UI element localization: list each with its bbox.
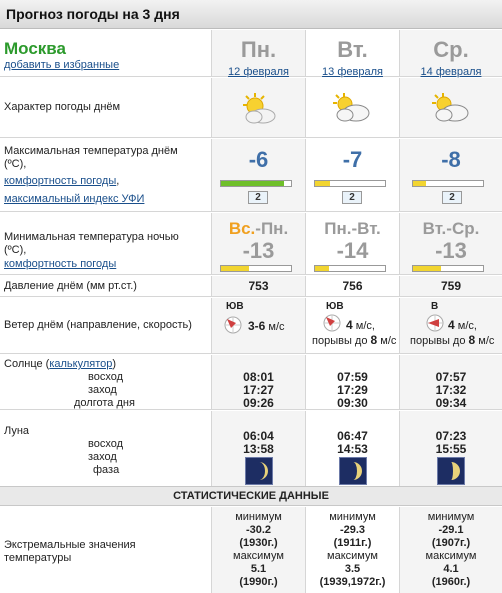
extremes-label: Экстремальные значения температуры bbox=[4, 539, 136, 564]
max-temp-value: -8 bbox=[441, 147, 461, 172]
sunrise-time: 08:01 bbox=[243, 370, 274, 384]
stat-min-label: минимум bbox=[235, 511, 282, 523]
wind-gust: порывы до 8 м/с bbox=[312, 333, 397, 347]
stat-min-year: (1907г.) bbox=[431, 537, 471, 549]
phase-label: фаза bbox=[93, 464, 120, 476]
wind-direction: ЮВ bbox=[226, 301, 244, 312]
min-temp-value: -13 bbox=[435, 238, 467, 263]
sun-cloud-icon bbox=[238, 91, 278, 125]
sunset-time: 17:32 bbox=[435, 383, 467, 397]
moonset-time: 15:55 bbox=[435, 442, 467, 456]
max-temp-row: Максимальная температура днём (ºС), комфортность погоды, максимальный индекс УФИ -6 2 -7 2 -8 2 bbox=[0, 139, 502, 212]
pressure-value: 759 bbox=[440, 279, 462, 293]
extremes-row bbox=[0, 507, 502, 593]
day-name: Ср. bbox=[433, 37, 469, 62]
wind-direction-icon bbox=[322, 313, 342, 333]
wind-speed: 4 м/с, bbox=[346, 318, 375, 332]
daylength-value: 09:34 bbox=[435, 396, 467, 410]
wind-direction-icon bbox=[223, 315, 243, 335]
moon-phase-icon bbox=[339, 457, 367, 485]
stat-max-year: (1939,1972г.) bbox=[319, 576, 386, 588]
moonrise-time: 06:04 bbox=[243, 429, 274, 443]
comfort-bar bbox=[412, 180, 484, 187]
moonrise-time: 07:23 bbox=[435, 429, 467, 443]
pressure-value: 753 bbox=[248, 279, 269, 293]
comfort-bar bbox=[412, 265, 484, 272]
sunset-label: заход bbox=[88, 384, 117, 396]
day-header-1 bbox=[211, 30, 305, 76]
comfort-bar bbox=[314, 265, 386, 272]
stat-min-value: -29.3 bbox=[339, 524, 366, 536]
wind-direction: ЮВ bbox=[326, 301, 344, 312]
day-date-link[interactable]: 12 февраля bbox=[228, 66, 289, 78]
comfort-bar bbox=[220, 180, 292, 187]
wind-direction: В bbox=[431, 301, 439, 312]
night-period-label: Вс.-Пн. bbox=[228, 219, 289, 238]
daylength-label: долгота дня bbox=[74, 397, 135, 409]
wind-speed: 3-6 м/с bbox=[248, 319, 285, 333]
stat-min-label: минимум bbox=[427, 511, 475, 523]
stat-max-label: максимум bbox=[233, 550, 284, 562]
moonset-time: 13:58 bbox=[243, 442, 274, 456]
day-name: Пн. bbox=[240, 37, 277, 62]
character-label: Характер погоды днём bbox=[4, 101, 121, 113]
daylength-value: 09:30 bbox=[337, 396, 368, 410]
moonrise-label: восход bbox=[88, 438, 124, 450]
pressure-row bbox=[0, 276, 502, 297]
max-temp-value: -7 bbox=[342, 147, 363, 172]
sunset-time: 17:29 bbox=[337, 383, 368, 397]
wind-gust: порывы до 8 м/с bbox=[410, 333, 495, 347]
night-period-label: Пн.-Вт. bbox=[324, 219, 381, 238]
moonset-label: заход bbox=[88, 451, 117, 463]
stat-min-label: минимум bbox=[329, 511, 376, 523]
sunrise-time: 07:59 bbox=[337, 370, 368, 384]
page-title: Прогноз погоды на 3 дня bbox=[0, 0, 502, 29]
pressure-value: 756 bbox=[342, 279, 363, 293]
sunrise-label: восход bbox=[88, 371, 124, 383]
city-name: Москва bbox=[4, 39, 66, 58]
stat-max-value: 3.5 bbox=[344, 563, 361, 575]
calculator-link[interactable]: калькулятор bbox=[49, 358, 113, 370]
header-row bbox=[0, 30, 502, 77]
comfort-link[interactable]: комфортность погоды bbox=[4, 258, 117, 270]
max-temp-label: Максимальная температура днём (ºС), bbox=[4, 145, 178, 170]
sun-label: Солнце (калькулятор) bbox=[4, 358, 117, 370]
sunrise-time: 07:57 bbox=[435, 370, 467, 384]
max-temp-value: -6 bbox=[248, 147, 269, 172]
stat-min-value: -29.1 bbox=[438, 524, 464, 536]
daylength-value: 09:26 bbox=[243, 396, 274, 410]
wind-direction-icon bbox=[425, 313, 445, 333]
comfort-bar bbox=[220, 265, 292, 272]
city-cell bbox=[0, 30, 211, 76]
moonset-time: 14:53 bbox=[337, 442, 368, 456]
stat-max-value: 5.1 bbox=[250, 563, 267, 575]
weather-character-row bbox=[0, 78, 502, 138]
uv-badge: 2 bbox=[442, 191, 462, 204]
day-header-2 bbox=[305, 30, 399, 76]
min-temp-value: -13 bbox=[242, 238, 275, 263]
stat-min-value: -30.2 bbox=[245, 524, 272, 536]
moon-row bbox=[0, 411, 502, 486]
comfort-bar bbox=[314, 180, 386, 187]
min-temp-value: -14 bbox=[336, 238, 369, 263]
stat-max-label: максимум bbox=[327, 550, 378, 562]
day-date-link[interactable]: 13 февраля bbox=[322, 66, 383, 78]
partly-cloudy-icon bbox=[430, 91, 470, 125]
stat-min-year: (1911г.) bbox=[333, 537, 372, 549]
pressure-label: Давление днём (мм рт.ст.) bbox=[4, 280, 137, 292]
sun-row bbox=[0, 355, 502, 410]
moonrise-time: 06:47 bbox=[337, 429, 368, 443]
moon-label: Луна bbox=[4, 425, 30, 437]
night-period-label: Вт.-Ср. bbox=[422, 219, 480, 238]
min-temp-label: Минимальная температура ночью (ºС), bbox=[4, 231, 179, 256]
uv-badge: 2 bbox=[342, 191, 362, 204]
day-date-link[interactable]: 14 февраля bbox=[420, 66, 482, 78]
stat-max-label: максимум bbox=[425, 550, 477, 562]
min-temp-row bbox=[0, 213, 502, 275]
uv-index-link[interactable]: максимальный индекс УФИ bbox=[4, 193, 145, 205]
day-header-3 bbox=[399, 30, 502, 76]
stat-min-year: (1930г.) bbox=[239, 537, 278, 549]
sunset-time: 17:27 bbox=[243, 383, 274, 397]
add-favorite-link[interactable]: добавить в избранные bbox=[4, 59, 120, 71]
uv-badge: 2 bbox=[248, 191, 268, 204]
partly-cloudy-icon bbox=[331, 91, 371, 125]
day-name: Вт. bbox=[337, 37, 368, 62]
wind-row bbox=[0, 298, 502, 354]
moon-phase-icon bbox=[245, 457, 273, 485]
statistics-header: СТАТИСТИЧЕСКИЕ ДАННЫЕ bbox=[0, 486, 502, 506]
moon-phase-icon bbox=[437, 457, 465, 485]
stat-max-value: 4.1 bbox=[443, 563, 459, 575]
wind-label: Ветер днём (направление, скорость) bbox=[4, 319, 192, 331]
stat-max-year: (1960г.) bbox=[431, 576, 471, 588]
wind-speed: 4 м/с, bbox=[448, 318, 477, 332]
comfort-link[interactable]: комфортность погоды bbox=[4, 175, 117, 187]
stat-max-year: (1990г.) bbox=[239, 576, 278, 588]
